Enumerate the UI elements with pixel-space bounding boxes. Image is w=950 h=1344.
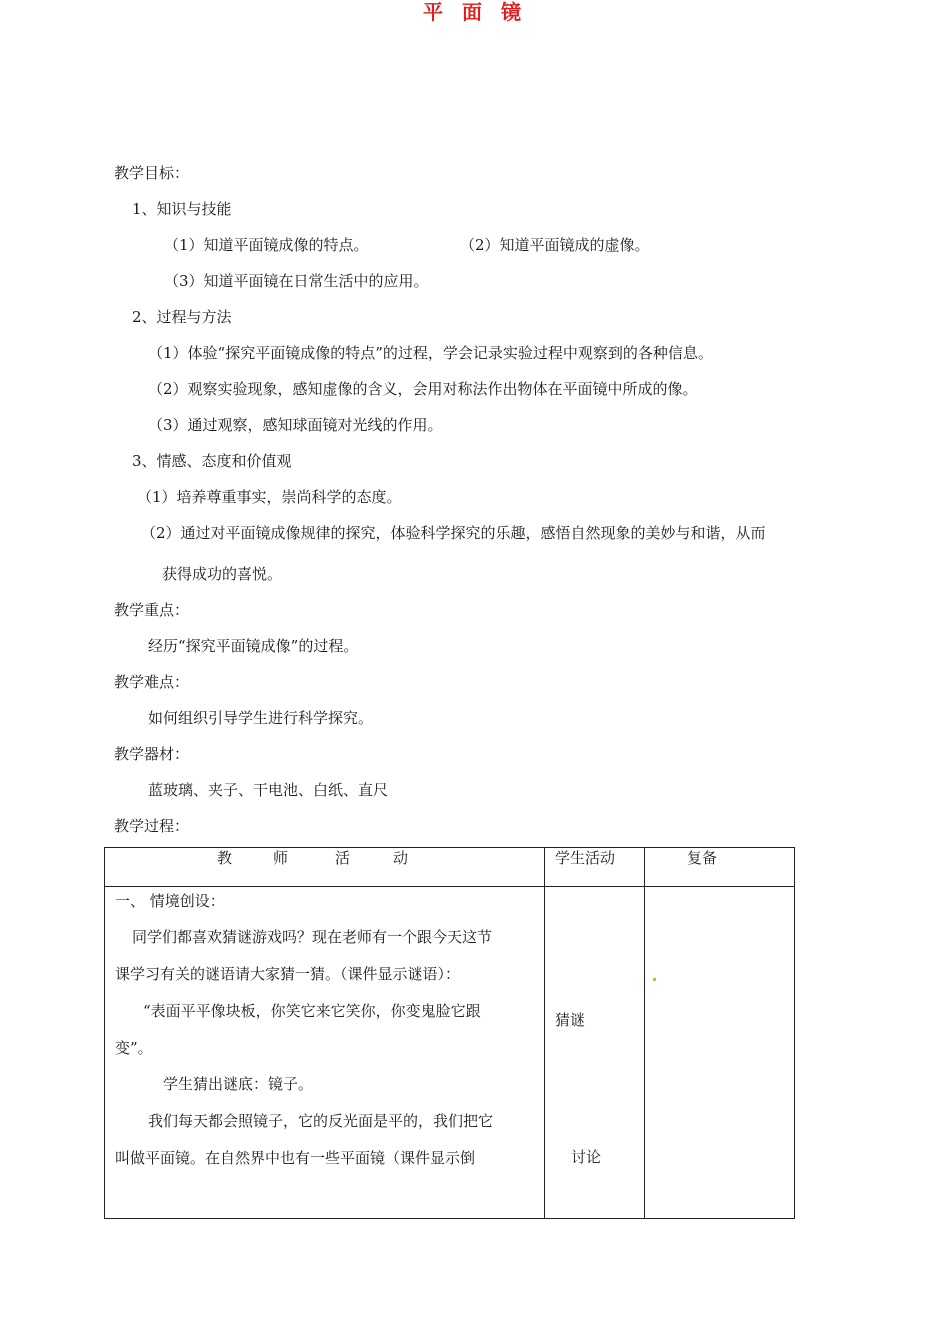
process-item-2: （2）观察实验现象，感知虚像的含义，会用对称法作出物体在平面镜中所成的像。 [148,380,698,398]
emotion-item-1: （1）培养尊重事实，崇尚科学的态度。 [137,488,402,506]
teacher-header-char-3: 活 [335,849,351,867]
teacher-header-char-4: 动 [393,849,409,867]
student-header-label: 学生活动 [555,849,616,867]
student-activity-header [545,848,645,887]
teacher-line-6: 学生猜出谜底：镜子。 [163,1075,314,1093]
page-title: 平 面 镜 [423,0,527,24]
knowledge-item-2: （2）知道平面镜成的虚像。 [460,236,650,254]
emotion-item-2-line-1: （2）通过对平面镜成像规律的探究，体验科学探究的乐趣，感悟自然现象的美妙与和谐，从而 [141,524,766,542]
process-heading: 2、过程与方法 [132,308,232,326]
teacher-line-2: 同学们都喜欢猜谜游戏吗？现在老师有一个跟今天这节 [132,928,493,946]
materials-heading: 教学器材： [114,745,190,763]
knowledge-item-1: （1）知道平面镜成像的特点。 [164,236,369,254]
table-row [105,887,795,1219]
teacher-line-4: “表面平平像块板，你笑它来它笑你，你变鬼脸它跟 [143,1002,481,1020]
knowledge-heading: 1、知识与技能 [132,200,232,218]
student-item-2: 讨论 [571,1148,602,1166]
key-point-text: 经历“探究平面镜成像”的过程。 [148,637,359,655]
process-item-3: （3）通过观察，感知球面镜对光线的作用。 [148,416,443,434]
process-section-heading: 教学过程： [114,817,190,835]
notes-header [645,848,795,887]
speck-mark [653,978,656,981]
teacher-line-5: 变”。 [115,1039,153,1057]
student-activity-cell [545,887,645,1219]
process-item-1: （1）体验“探究平面镜成像的特点”的过程，学会记录实验过程中观察到的各种信息。 [148,344,713,362]
difficulty-text: 如何组织引导学生进行科学探究。 [148,709,374,727]
materials-text: 蓝玻璃、夹子、干电池、白纸、直尺 [148,781,389,799]
teacher-header-char-1: 教 [217,849,233,867]
emotion-item-2-line-2: 获得成功的喜悦。 [162,565,283,583]
teacher-line-3: 课学习有关的谜语请大家猜一猜。（课件显示谜语）： [115,965,461,983]
objectives-heading: 教学目标： [114,164,190,182]
notes-header-label: 复备 [687,849,718,867]
teacher-line-7: 我们每天都会照镜子，它的反光面是平的，我们把它 [148,1112,494,1130]
emotion-heading: 3、情感、态度和价值观 [132,452,292,470]
difficulty-heading: 教学难点： [114,673,190,691]
teaching-process-table [104,847,795,1219]
teacher-activity-cell [105,887,545,1219]
teacher-header-char-2: 师 [273,849,289,867]
key-point-heading: 教学重点： [114,601,190,619]
teacher-activity-header [105,848,545,887]
teacher-line-8: 叫做平面镜。在自然界中也有一些平面镜（课件显示倒 [115,1149,476,1167]
student-item-1: 猜谜 [555,1011,586,1029]
teacher-line-1: 一、 情境创设： [115,892,225,910]
knowledge-item-3: （3）知道平面镜在日常生活中的应用。 [164,272,429,290]
table-header-row [105,848,795,887]
notes-cell [645,887,795,1219]
